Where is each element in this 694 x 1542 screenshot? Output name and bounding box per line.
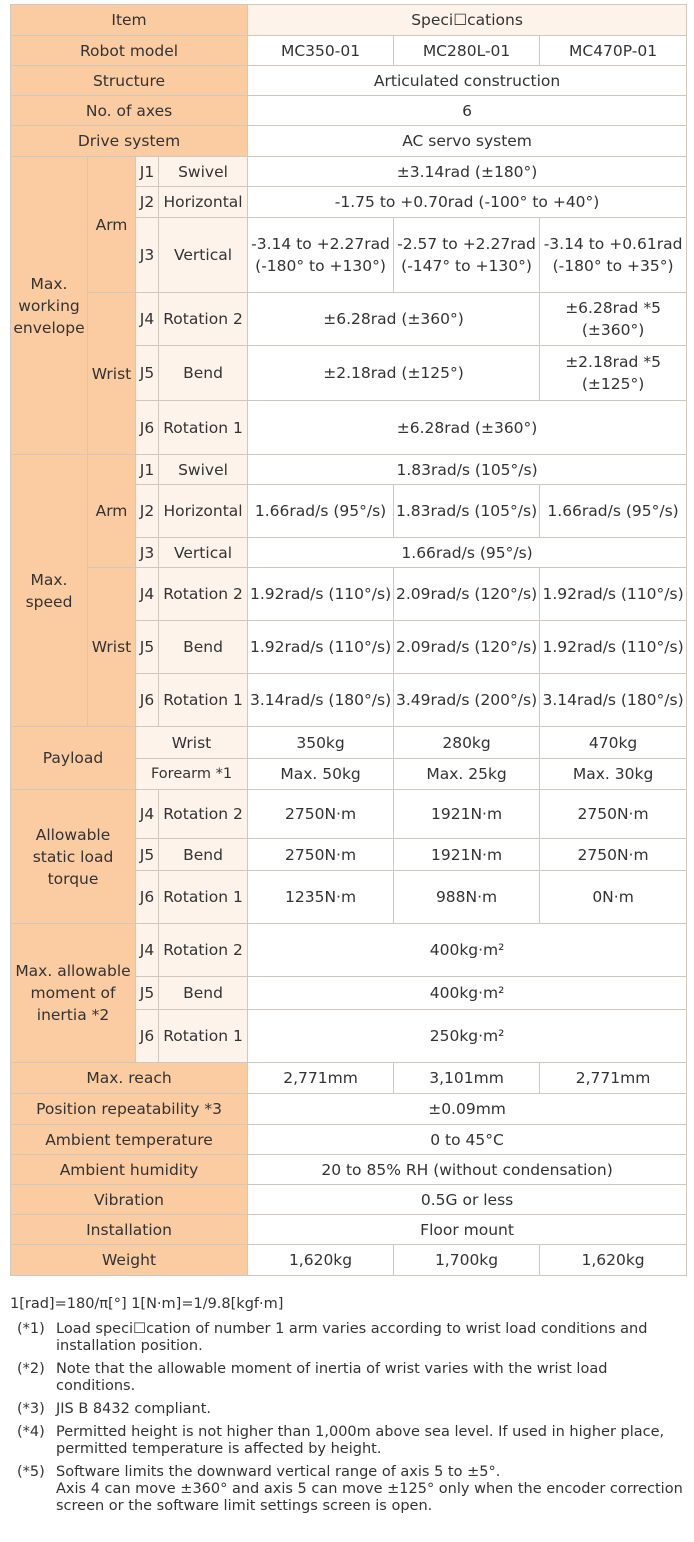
envelope-j1-name: Swivel: [159, 157, 248, 187]
torque-j4-axis: J4: [136, 790, 159, 839]
envelope-j5-name: Bend: [159, 346, 248, 401]
footnote-4-mark: (*4): [17, 1424, 45, 1440]
envelope-j4-axis: J4: [136, 293, 159, 346]
envelope-j4-value-p: ±6.28rad *5 (±360°): [540, 293, 687, 346]
payload-wrist-value-2: 280kg: [394, 727, 540, 759]
model-1: MC350-01: [248, 36, 394, 66]
torque-j6-name: Rotation 1: [159, 871, 248, 924]
inertia-j4-value: 400kg·m²: [248, 924, 687, 977]
inertia-label: Max. allowable moment of inertia *2: [11, 924, 136, 1063]
torque-j5-value-1: 2750N·m: [248, 839, 394, 871]
speed-j5-name: Bend: [159, 621, 248, 674]
reach-value-2: 3,101mm: [394, 1063, 540, 1094]
vibration-label: Vibration: [11, 1185, 248, 1215]
payload-wrist-value-1: 350kg: [248, 727, 394, 759]
torque-j6-value-1: 1235N·m: [248, 871, 394, 924]
payload-wrist-value-3: 470kg: [540, 727, 687, 759]
footnotes: [10, 1296, 686, 1521]
inertia-j6-axis: J6: [136, 1010, 159, 1063]
envelope-j2-value: -1.75 to +0.70rad (-100° to +40°): [248, 187, 687, 218]
speed-j2-axis: J2: [136, 485, 159, 538]
footnote-2-text: Note that the allowable moment of inertia of wrist varies with the wrist load conditions.: [56, 1361, 608, 1394]
envelope-j1-value: ±3.14rad (±180°): [248, 157, 687, 187]
envelope-j2-name: Horizontal: [159, 187, 248, 218]
footnote-1: [17, 1321, 686, 1355]
torque-j5-value-3: 2750N·m: [540, 839, 687, 871]
payload-wrist-name: Wrist: [136, 727, 248, 759]
structure-value: Articulated construction: [248, 66, 687, 96]
drive-label: Drive system: [11, 126, 248, 157]
reach-label: Max. reach: [11, 1063, 248, 1094]
speed-j6-value-3: 3.14rad/s (180°/s): [540, 674, 687, 727]
speed-j6-name: Rotation 1: [159, 674, 248, 727]
envelope-j2-axis: J2: [136, 187, 159, 218]
footnote-2: [17, 1361, 686, 1395]
speed-j6-axis: J6: [136, 674, 159, 727]
torque-j6-value-3: 0N·m: [540, 871, 687, 924]
speed-j3-name: Vertical: [159, 538, 248, 568]
footnote-5-text: Software limits the downward vertical range of axis 5 to ±5°.: [56, 1464, 501, 1480]
envelope-j3-value-1: -3.14 to +2.27rad (-180° to +130°): [248, 218, 394, 293]
speed-j1-value: 1.83rad/s (105°/s): [248, 455, 687, 485]
speed-j2-value-1: 1.66rad/s (95°/s): [248, 485, 394, 538]
footnote-5-mark: (*5): [17, 1464, 45, 1480]
temperature-value: 0 to 45°C: [248, 1125, 687, 1155]
robot-model-label: Robot model: [11, 36, 248, 66]
installation-value: Floor mount: [248, 1215, 687, 1245]
reach-value-1: 2,771mm: [248, 1063, 394, 1094]
inertia-j6-value: 250kg·m²: [248, 1010, 687, 1063]
speed-j4-value-3: 1.92rad/s (110°/s): [540, 568, 687, 621]
footnote-3-text: JIS B 8432 compliant.: [56, 1401, 212, 1417]
model-2: MC280L-01: [394, 36, 540, 66]
footnote-5-text-2: Axis 4 can move ±360° and axis 5 can move ±125° only when the encoder correction screen or the software limit settings screen is open.: [56, 1481, 683, 1514]
inertia-j4-name: Rotation 2: [159, 924, 248, 977]
payload-forearm-value-2: Max. 25kg: [394, 759, 540, 790]
weight-label: Weight: [11, 1245, 248, 1276]
torque-j5-value-2: 1921N·m: [394, 839, 540, 871]
envelope-j4-name: Rotation 2: [159, 293, 248, 346]
footnote-2-mark: (*2): [17, 1361, 45, 1377]
speed-j4-value-2: 2.09rad/s (120°/s): [394, 568, 540, 621]
envelope-j3-axis: J3: [136, 218, 159, 293]
envelope-j5-value: ±2.18rad (±125°): [248, 346, 540, 401]
speed-j5-value-3: 1.92rad/s (110°/s): [540, 621, 687, 674]
envelope-j5-value-p: ±2.18rad *5 (±125°): [540, 346, 687, 401]
payload-forearm-value-3: Max. 30kg: [540, 759, 687, 790]
footnote-1-mark: (*1): [17, 1321, 45, 1337]
envelope-wrist-label: Wrist: [88, 293, 136, 455]
envelope-j5-axis: J5: [136, 346, 159, 401]
speed-j5-value-2: 2.09rad/s (120°/s): [394, 621, 540, 674]
speed-label: Max. speed: [11, 455, 88, 727]
drive-value: AC servo system: [248, 126, 687, 157]
repeatability-label: Position repeatability *3: [11, 1094, 248, 1125]
envelope-j3-value-3: -3.14 to +0.61rad (-180° to +35°): [540, 218, 687, 293]
torque-j4-value-1: 2750N·m: [248, 790, 394, 839]
speed-j4-axis: J4: [136, 568, 159, 621]
torque-j5-name: Bend: [159, 839, 248, 871]
speed-j4-value-1: 1.92rad/s (110°/s): [248, 568, 394, 621]
inertia-j6-name: Rotation 1: [159, 1010, 248, 1063]
humidity-value: 20 to 85% RH (without condensation): [248, 1155, 687, 1185]
temperature-label: Ambient temperature: [11, 1125, 248, 1155]
envelope-j6-name: Rotation 1: [159, 401, 248, 455]
footnote-5-body: [56, 1464, 686, 1515]
reach-value-3: 2,771mm: [540, 1063, 687, 1094]
footnote-4-text: Permitted height is not higher than 1,000m above sea level. If used in higher place, permitted temperature is affected by height.: [56, 1424, 665, 1457]
envelope-j6-value: ±6.28rad (±360°): [248, 401, 687, 455]
envelope-j4-value: ±6.28rad (±360°): [248, 293, 540, 346]
model-3: MC470P-01: [540, 36, 687, 66]
payload-label: Payload: [11, 727, 136, 790]
inertia-j4-axis: J4: [136, 924, 159, 977]
torque-j4-value-2: 1921N·m: [394, 790, 540, 839]
unit-conversion: 1[rad]=180/π[°] 1[N·m]=1/9.8[kgf·m]: [10, 1296, 284, 1312]
envelope-arm-label: Arm: [88, 157, 136, 293]
weight-value-2: 1,700kg: [394, 1245, 540, 1276]
item-header: Item: [11, 5, 248, 36]
speed-j4-name: Rotation 2: [159, 568, 248, 621]
inertia-j5-name: Bend: [159, 977, 248, 1010]
footnote-3: [17, 1401, 686, 1418]
axes-label: No. of axes: [11, 96, 248, 126]
speed-j2-value-3: 1.66rad/s (95°/s): [540, 485, 687, 538]
footnote-1-text: Load speci☐cation of number 1 arm varies according to wrist load conditions and installation position.: [56, 1321, 648, 1354]
weight-value-3: 1,620kg: [540, 1245, 687, 1276]
speed-j6-value-2: 3.49rad/s (200°/s): [394, 674, 540, 727]
structure-label: Structure: [11, 66, 248, 96]
speed-j2-value-2: 1.83rad/s (105°/s): [394, 485, 540, 538]
speed-j6-value-1: 3.14rad/s (180°/s): [248, 674, 394, 727]
speed-j2-name: Horizontal: [159, 485, 248, 538]
speed-wrist-label: Wrist: [88, 568, 136, 727]
torque-j4-value-3: 2750N·m: [540, 790, 687, 839]
speed-j5-value-1: 1.92rad/s (110°/s): [248, 621, 394, 674]
footnote-3-mark: (*3): [17, 1401, 45, 1417]
payload-forearm-name: Forearm *1: [136, 759, 248, 790]
inertia-j5-value: 400kg·m²: [248, 977, 687, 1010]
repeatability-value: ±0.09mm: [248, 1094, 687, 1125]
torque-j6-value-2: 988N·m: [394, 871, 540, 924]
vibration-value: 0.5G or less: [248, 1185, 687, 1215]
envelope-j1-axis: J1: [136, 157, 159, 187]
envelope-label: Max. working envelope: [11, 157, 88, 455]
torque-j4-name: Rotation 2: [159, 790, 248, 839]
speed-j1-axis: J1: [136, 455, 159, 485]
weight-value-1: 1,620kg: [248, 1245, 394, 1276]
installation-label: Installation: [11, 1215, 248, 1245]
torque-label: Allowable static load torque: [11, 790, 136, 924]
inertia-j5-axis: J5: [136, 977, 159, 1010]
speed-j3-axis: J3: [136, 538, 159, 568]
specifications-header: Speci☐cations: [248, 5, 687, 36]
speed-j3-value: 1.66rad/s (95°/s): [248, 538, 687, 568]
speed-j1-name: Swivel: [159, 455, 248, 485]
axes-value: 6: [248, 96, 687, 126]
humidity-label: Ambient humidity: [11, 1155, 248, 1185]
payload-forearm-value-1: Max. 50kg: [248, 759, 394, 790]
footnote-5: [17, 1464, 686, 1515]
speed-j5-axis: J5: [136, 621, 159, 674]
envelope-j6-axis: J6: [136, 401, 159, 455]
torque-j5-axis: J5: [136, 839, 159, 871]
torque-j6-axis: J6: [136, 871, 159, 924]
envelope-j3-name: Vertical: [159, 218, 248, 293]
envelope-j3-value-2: -2.57 to +2.27rad (-147° to +130°): [394, 218, 540, 293]
spec-table: [10, 4, 687, 1276]
footnote-4: [17, 1424, 686, 1458]
speed-arm-label: Arm: [88, 455, 136, 568]
